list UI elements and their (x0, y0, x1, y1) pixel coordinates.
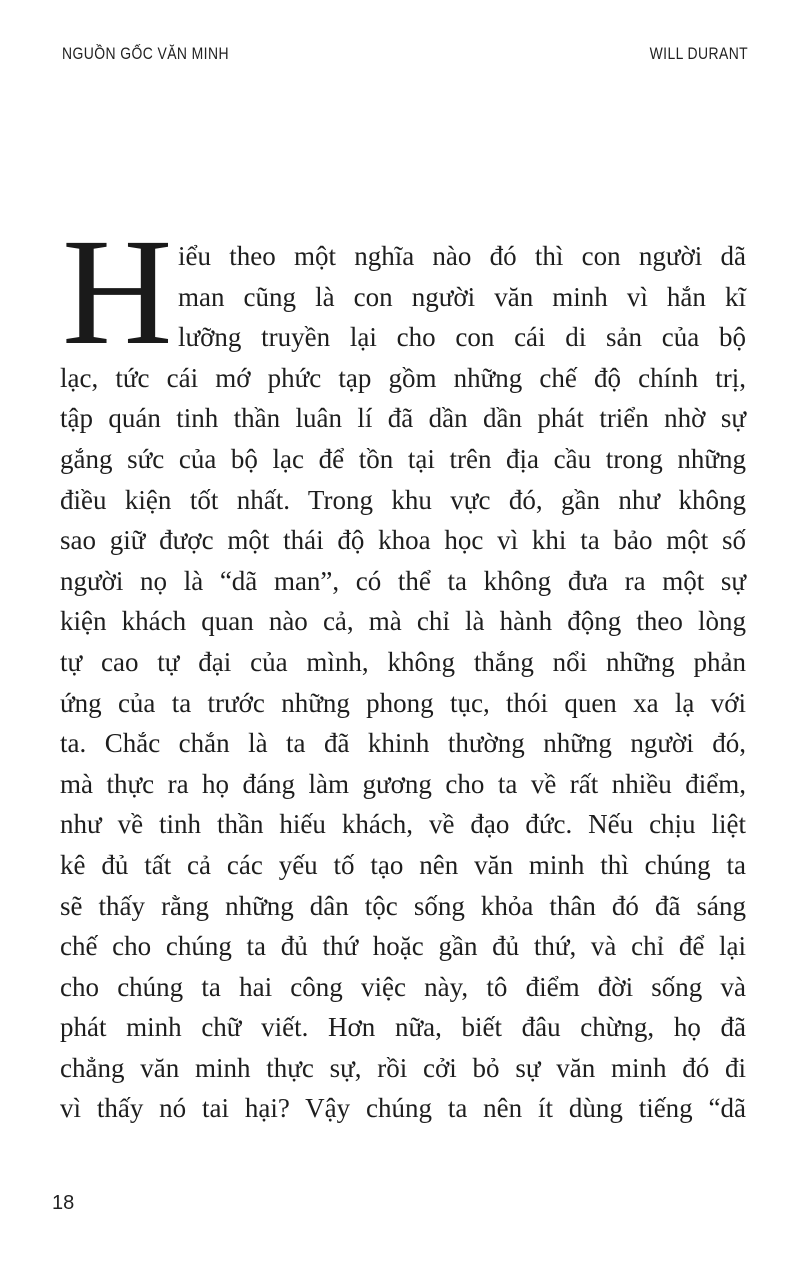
text-line: chế cho chúng ta đủ thứ hoặc gần đủ thứ, và chỉ để lại (60, 931, 746, 962)
text-line: gắng sức của bộ lạc để tồn tại trên địa cầu trong những (60, 443, 746, 474)
running-head-book-title: NGUỒN GỐC VĂN MINH (62, 44, 229, 63)
text-line: kê đủ tất cả các yếu tố tạo nên văn minh thì chúng ta (60, 849, 746, 880)
text-line: iểu theo một nghĩa nào đó thì con người dã (178, 241, 746, 271)
body-text (60, 208, 746, 1129)
text-line: ta. Chắc chắn là ta đã khinh thường những người đó, (60, 728, 746, 759)
text-line: kiện khách quan nào cả, mà chỉ là hành động theo lòng (60, 606, 746, 637)
text-line: chẳng văn minh thực sự, rồi cởi bỏ sự văn minh đó đi (60, 1052, 746, 1083)
drop-cap: H (62, 208, 173, 377)
text-line: tự cao tự đại của mình, không thắng nổi những phản (60, 646, 746, 677)
running-head-author: WILL DURANT (649, 44, 748, 63)
text-line: sao giữ được một thái độ khoa học vì khi ta bảo một số (60, 525, 746, 556)
text-line: cho chúng ta hai công việc này, tô điểm đời sống và (60, 971, 746, 1002)
text-line: phát minh chữ viết. Hơn nữa, biết đâu chừng, họ đã (60, 1012, 746, 1043)
text-line: vì thấy nó tai hại? Vậy chúng ta nên ít dùng tiếng “dã (60, 1093, 746, 1124)
text-line: mà thực ra họ đáng làm gương cho ta về rất nhiều điểm, (60, 768, 746, 799)
text-line: sẽ thấy rằng những dân tộc sống khỏa thân đó đã sáng (60, 890, 746, 921)
text-line: lạc, tức cái mớ phức tạp gồm những chế độ chính trị, (60, 362, 746, 393)
text-line: người nọ là “dã man”, có thể ta không đưa ra một sự (60, 565, 746, 596)
text-line: như về tinh thần hiếu khách, về đạo đức. Nếu chịu liệt (60, 809, 746, 840)
text-line: tập quán tinh thần luân lí đã dần dần phát triển nhờ sự (60, 403, 746, 434)
text-line: lưỡng truyền lại cho con cái di sản của bộ (178, 322, 746, 353)
text-line: ứng của ta trước những phong tục, thói quen xa lạ với (60, 687, 746, 718)
text-line: điều kiện tốt nhất. Trong khu vực đó, gần như không (60, 484, 746, 515)
page-number: 18 (52, 1192, 75, 1214)
text-line: man cũng là con người văn minh vì hắn kĩ (178, 281, 746, 312)
